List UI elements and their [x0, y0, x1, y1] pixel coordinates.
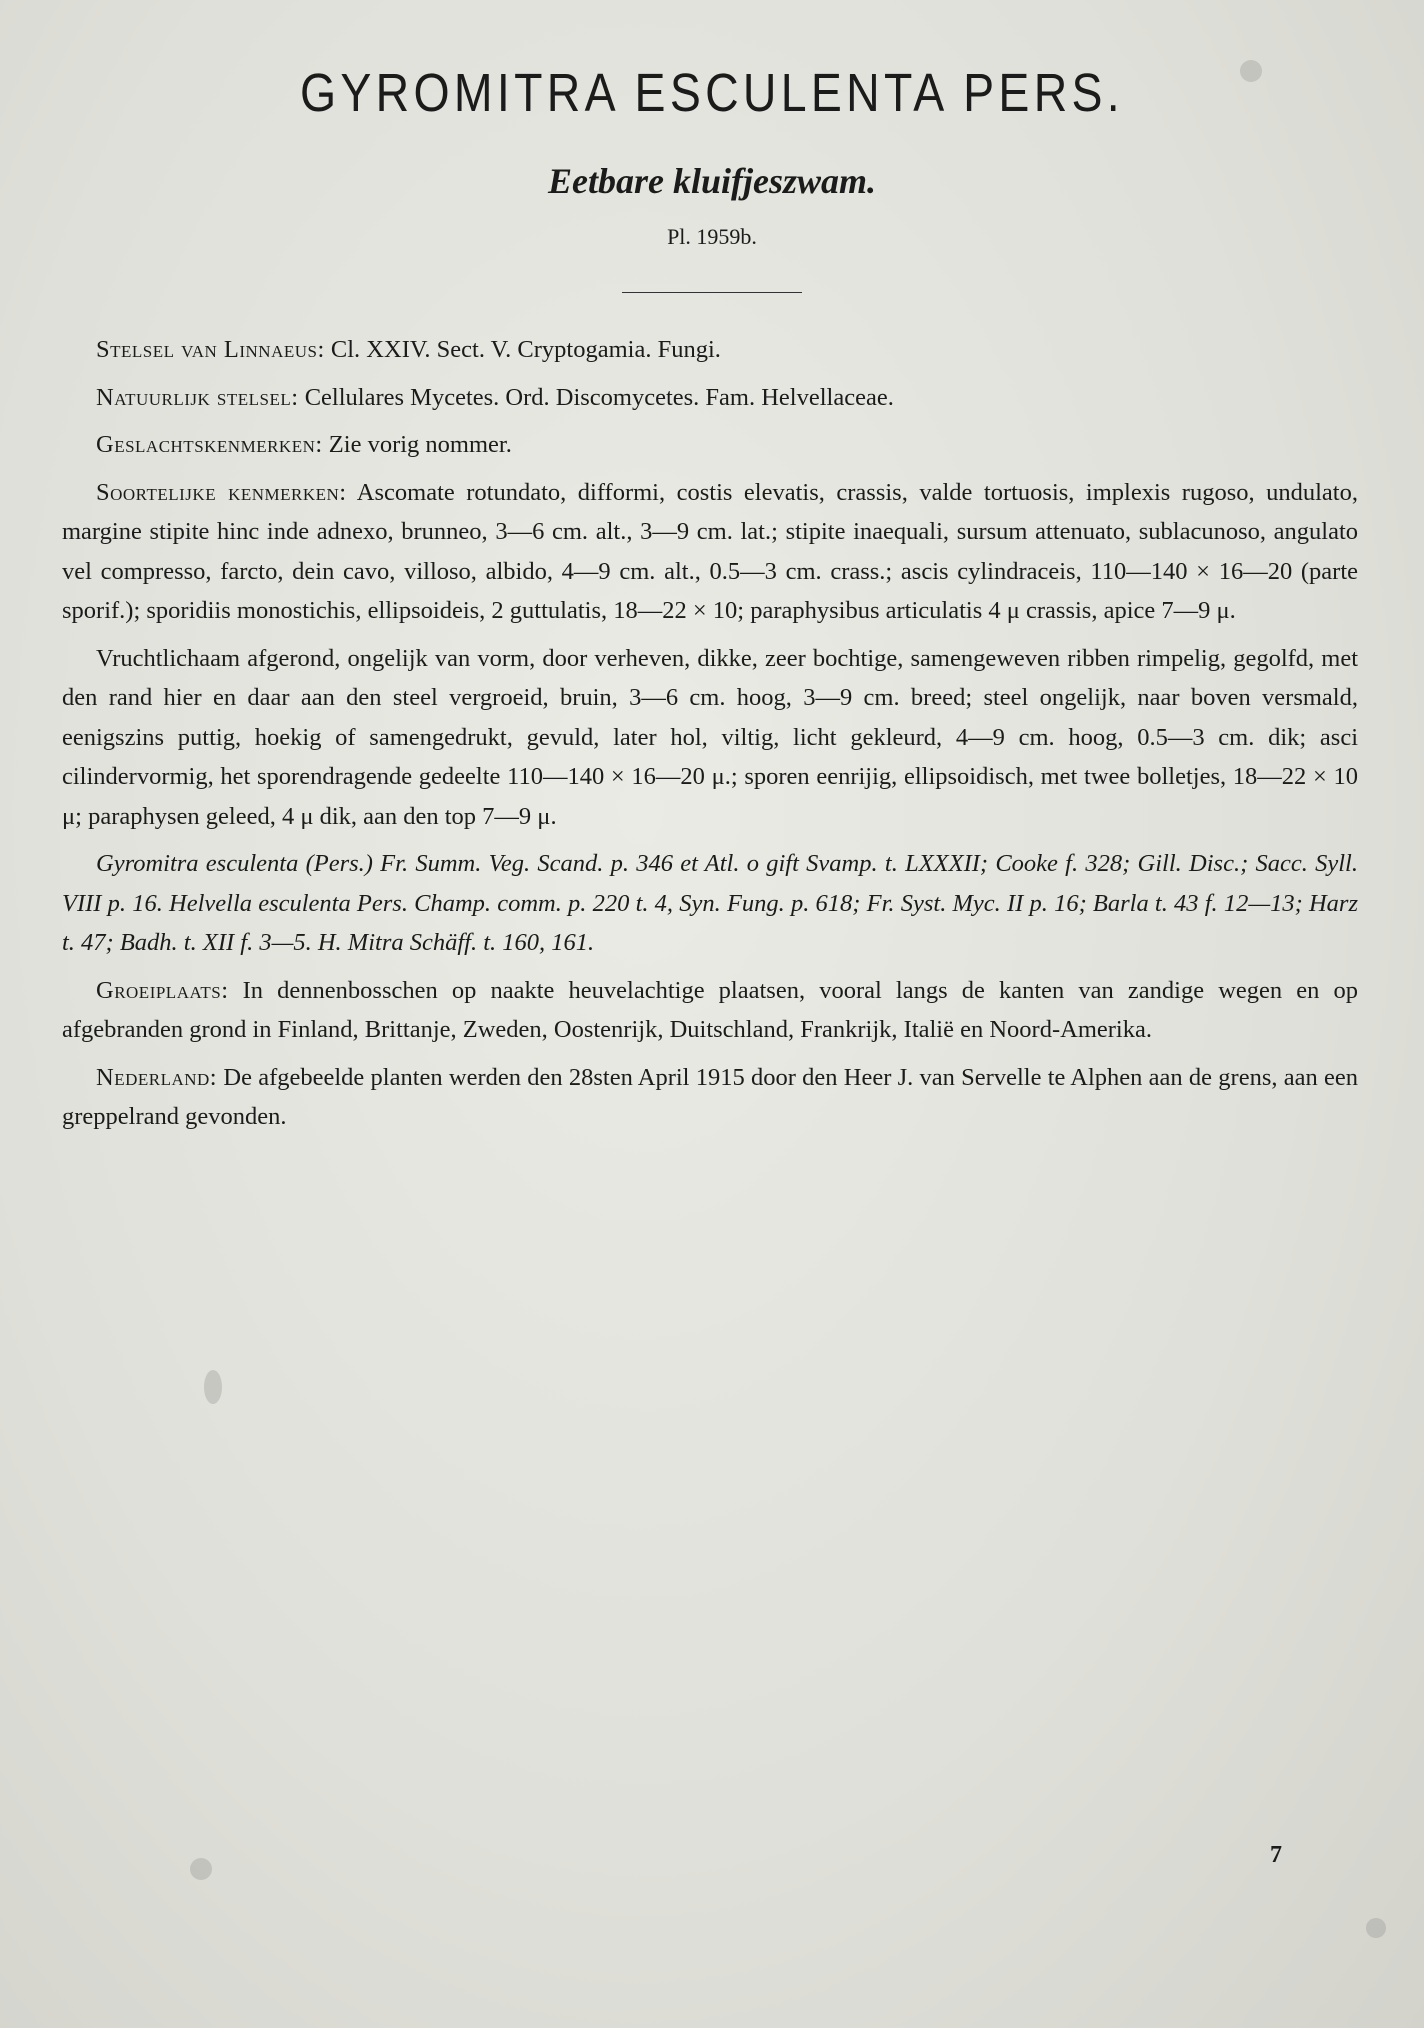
section-text: Cl. XXIV. Sect. V. Cryptogamia. Fungi.	[330, 336, 721, 363]
section-lead: Nederland:	[96, 1063, 218, 1091]
section-lead: Soortelijke kenmerken:	[96, 478, 347, 506]
habitat	[62, 971, 1358, 1050]
page-subtitle: Eetbare kluifjeszwam.	[547, 161, 876, 201]
plate-number: Pl. 1959b.	[667, 224, 757, 249]
genus-characters	[62, 425, 1358, 465]
natural-system	[62, 378, 1358, 418]
stain-spot	[204, 1370, 222, 1404]
description-dutch: Vruchtlichaam afgerond, ongelijk van vorm, door verheven, dikke, zeer bochtige, samengeweven ribben rimpelig, gegolfd, met den rand hier en daar aan den steel vergroeid, bruin, 3—6 cm. hoog, 3—9 cm. breed; steel ongelijk, naar boven versmald, eenigszins puttig, hoekig of samengedrukt, gevuld, later hol, viltig, licht gekleurd, 4—9 cm. hoog, 0.5—3 cm. dik; asci cilindervormig, het sporendragende gedeelte 110—140 × 16—20 μ.; sporen eenrijig, ellipsoidisch, met twee bolletjes, 18—22 × 10 μ; paraphysen geleed, 4 μ dik, aan den top 7—9 μ.	[62, 644, 1358, 830]
stain-spot	[190, 1858, 212, 1880]
linnaeus-system	[62, 330, 1358, 370]
section-text: Ascomate rotundato, difformi, costis elevatis, crassis, valde tortuosis, implexis rugoso, undulato, margine stipite hinc inde adnexo, brunneo, 3—6 cm. alt., 3—9 cm. lat.; stipite inaequali, sursum attenuato, sublacunoso, angulato vel compresso, farcto, dein cavo, villoso, albido, 4—9 cm. alt., 0.5—3 cm. crass.; ascis cylindraceis, 110—140 × 16—20 (parte sporif.); sporidiis monostichis, ellipsoideis, 2 guttulatis, 18—22 × 10; paraphysibus articulatis 4 μ crassis, apice 7—9 μ.	[62, 478, 1358, 624]
divider	[622, 292, 802, 293]
page-title: GYROMITRA ESCULENTA PERS.	[299, 63, 1125, 123]
section-text: In dennenbosschen op naakte heuvelachtige plaatsen, vooral langs de kanten van zandige wegen en op afgebranden grond in Finland, Brittanje, Zweden, Oostenrijk, Duitschland, Frankrijk, Italië en Noord-Amerika.	[62, 976, 1359, 1043]
section-lead: Natuurlijk stelsel:	[96, 383, 299, 411]
section-lead: Geslachtskenmerken:	[96, 431, 323, 458]
species-characters	[62, 473, 1358, 631]
page-number: 7	[1270, 1842, 1282, 1868]
stain-spot	[1366, 1918, 1386, 1938]
section-text: Zie vorig nommer.	[328, 431, 512, 458]
section-text: De afgebeelde planten werden den 28sten April 1915 door den Heer J. van Servelle te Alphen aan de grens, aan een greppelrand gevonden.	[62, 1063, 1359, 1130]
references: Gyromitra esculenta (Pers.) Fr. Summ. Veg. Scand. p. 346 et Atl. o gift Svamp. t. LXXXII; Cooke f. 328; Gill. Disc.; Sacc. Syll. VIII p. 16. Helvella esculenta Pers. Champ. comm. p. 220 t. 4, Syn. Fung. p. 618; Fr. Syst. Myc. II p. 16; Barla t. 43 f. 12—13; Harz t. 47; Badh. t. XII f. 3—5. H. Mitra Schäff. t. 160, 161.	[62, 850, 1358, 956]
section-lead: Stelsel van Linnaeus:	[96, 336, 325, 363]
netherlands-record	[62, 1058, 1358, 1137]
section-lead: Groeiplaats:	[96, 976, 229, 1004]
section-text: Cellulares Mycetes. Ord. Discomycetes. Fam. Helvellaceae.	[304, 383, 894, 411]
document-body	[62, 330, 1358, 1145]
